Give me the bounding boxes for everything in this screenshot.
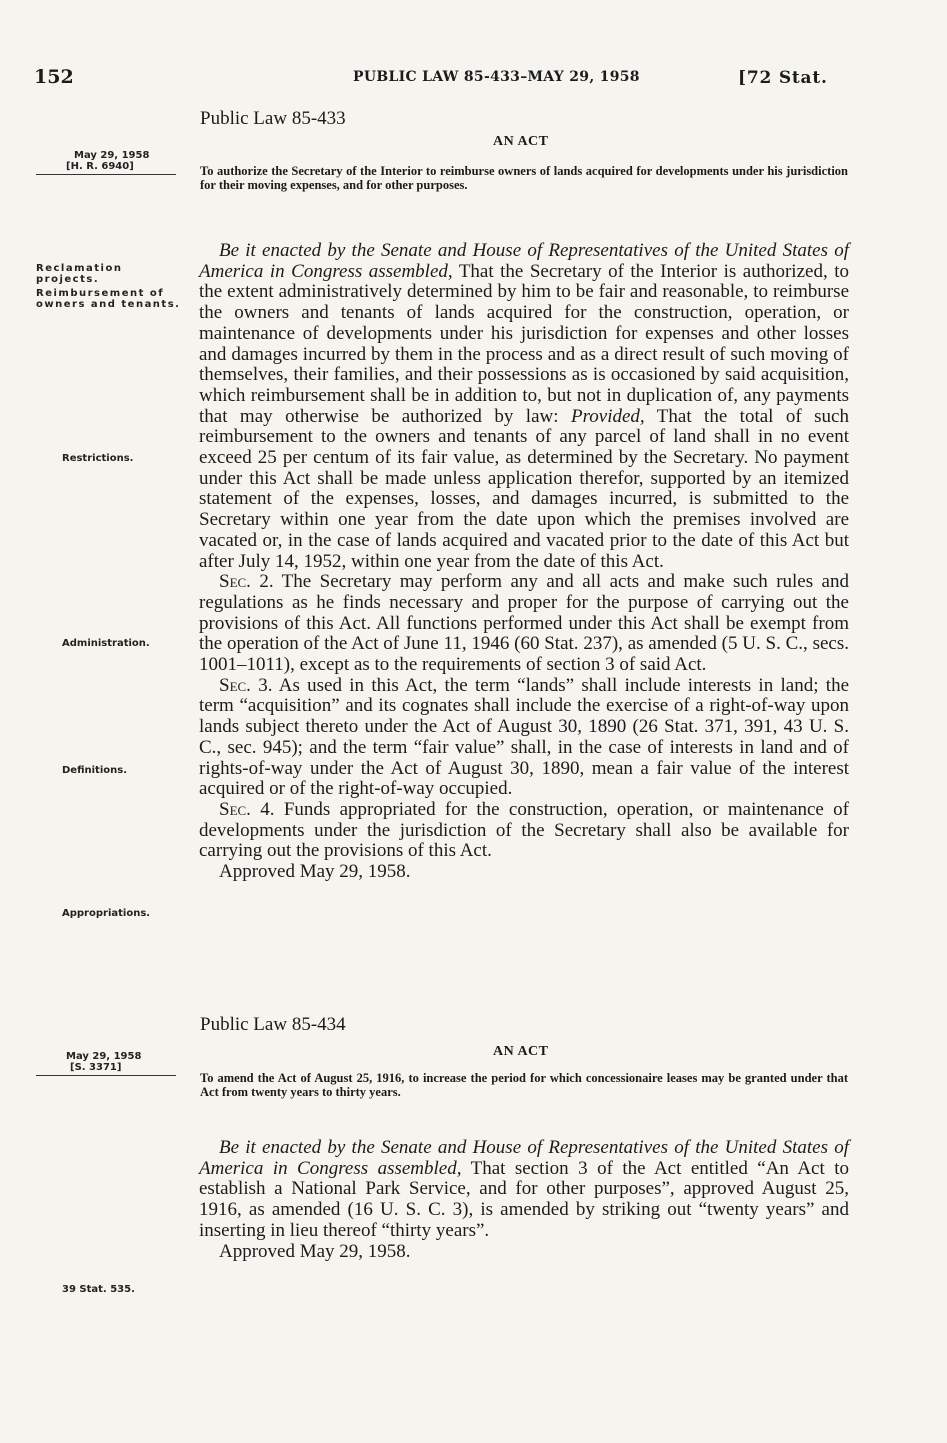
law1-body (199, 241, 849, 883)
law1-act-heading: AN ACT (493, 134, 549, 149)
running-title: PUBLIC LAW 85-433–MAY 29, 1958 (353, 69, 640, 85)
law2-date: May 29, 1958 (66, 1051, 142, 1062)
law1-date: May 29, 1958 (74, 150, 150, 161)
law1-approved: Approved May 29, 1958. (219, 861, 411, 883)
law1-title: Public Law 85-433 (200, 108, 346, 129)
margin-note-reclamation: Reclamation projects. (36, 263, 123, 285)
law2-approved: Approved May 29, 1958. (219, 1240, 411, 1262)
law2-bill: [S. 3371] (36, 1062, 176, 1076)
margin-note-restrictions: Restrictions. (62, 453, 134, 464)
margin-note-appropriations: Appropriations. (62, 908, 151, 919)
law1-enacting-clause: Be it enacted by the Senate and House of Representatives of the United States of America in Congress assembled, (199, 240, 849, 282)
law1-bill: [H. R. 6940] (36, 161, 176, 175)
law2-act-heading: AN ACT (493, 1044, 549, 1059)
law2-body (199, 1138, 849, 1262)
volume-reference: [72 Stat. (738, 68, 828, 88)
law2-section: Be it enacted by the Senate and House of Representatives of the United States of America in Congress assembled, That section 3 of the Act entitled “An Act to establish a National Park Service, and for other purposes”, approved August 25, 1916, as amended (16 U. S. C. 3), is amended by striking out “twenty years” and inserting in lieu thereof “thirty years”. (199, 1137, 849, 1241)
margin-note-definitions: Definitions. (62, 765, 127, 776)
provided-term: Provided, (570, 405, 645, 427)
law1-section-3: Sec. 3. As used in this Act, the term “lands” shall include interests in land; the term “acquisition” and its cognates shall include the exercise of a right-of-way upon lands subject thereto under the Act of August 30, 1890 (26 Stat. 371, 391, 43 U. S. C., sec. 945); and the term “fair value” shall, in the case of interests in land and of rights-of-way under the Act of August 30, 1890, mean a fair value of the interest acquired or of the right-of-way occupied. (199, 674, 849, 800)
margin-note-reimbursement: Reimbursement of owners and tenants. (36, 288, 181, 310)
law2-date-block (36, 1051, 176, 1076)
law1-date-block (36, 150, 176, 175)
law2-title: Public Law 85-434 (200, 1014, 346, 1035)
margin-note-stat: 39 Stat. 535. (62, 1284, 135, 1295)
law1-purpose: To authorize the Secretary of the Interior to reimburse owners of lands acquired for developments under his jurisdiction for their moving expenses, and for other purposes. (200, 164, 848, 192)
margin-note-administration: Administration. (62, 638, 150, 649)
law1-section-2: Sec. 2. The Secretary may perform any and all acts and make such rules and regulations as he finds necessary and proper for the purpose of carrying out the provisions of this Act. All functions performed under this Act shall be exempt from the operation of the Act of June 11, 1946 (60 Stat. 237), as amended (5 U. S. C., secs. 1001–1011), except as to the requirements of section 3 of said Act. (199, 571, 849, 676)
page-header (0, 66, 947, 90)
law2-purpose: To amend the Act of August 25, 1916, to increase the period for which concessionaire leases may be granted under that Act from twenty years to thirty years. (200, 1071, 848, 1099)
law1-section-4: Sec. 4. Funds appropriated for the construction, operation, or maintenance of developments under the jurisdiction of the Secretary shall also be available for carrying out the provisions of this Act. (199, 798, 850, 862)
page-number: 152 (34, 66, 74, 88)
law1-section-1: Be it enacted by the Senate and House of Representatives of the United States of America in Congress assembled, That the Secretary of the Interior is authorized, to the extent administratively determined by him to be fair and reasonable, to reimburse the owners and tenants of lands acquired for the construction, operation, or maintenance of developments under his jurisdiction for expenses and other losses and damages incurred by them in the process and as a direct result of such moving of themselves, their families, and their possessions as is occasioned by said acquisition, which reimbursement shall be in addition to, but not in duplication of, any payments that may otherwise be authorized by law: Provided, That the total of such reimbursement to the owners and tenants of any parcel of land shall in no event exceed 25 per centum of its fair value, as determined by the Secretary. No payment under this Act shall be made unless application therefor, supported by an itemized statement of the expenses, losses, and damages incurred, is submitted to the Secretary within one year from the date upon which the premises involved are vacated or, in the case of lands acquired and vacated prior to the date of this Act but after July 14, 1952, within one year from the date of this Act. (199, 240, 849, 572)
law2-enacting-clause: Be it enacted by the Senate and House of Representatives of the United States of America in Congress assembled, (199, 1137, 849, 1179)
